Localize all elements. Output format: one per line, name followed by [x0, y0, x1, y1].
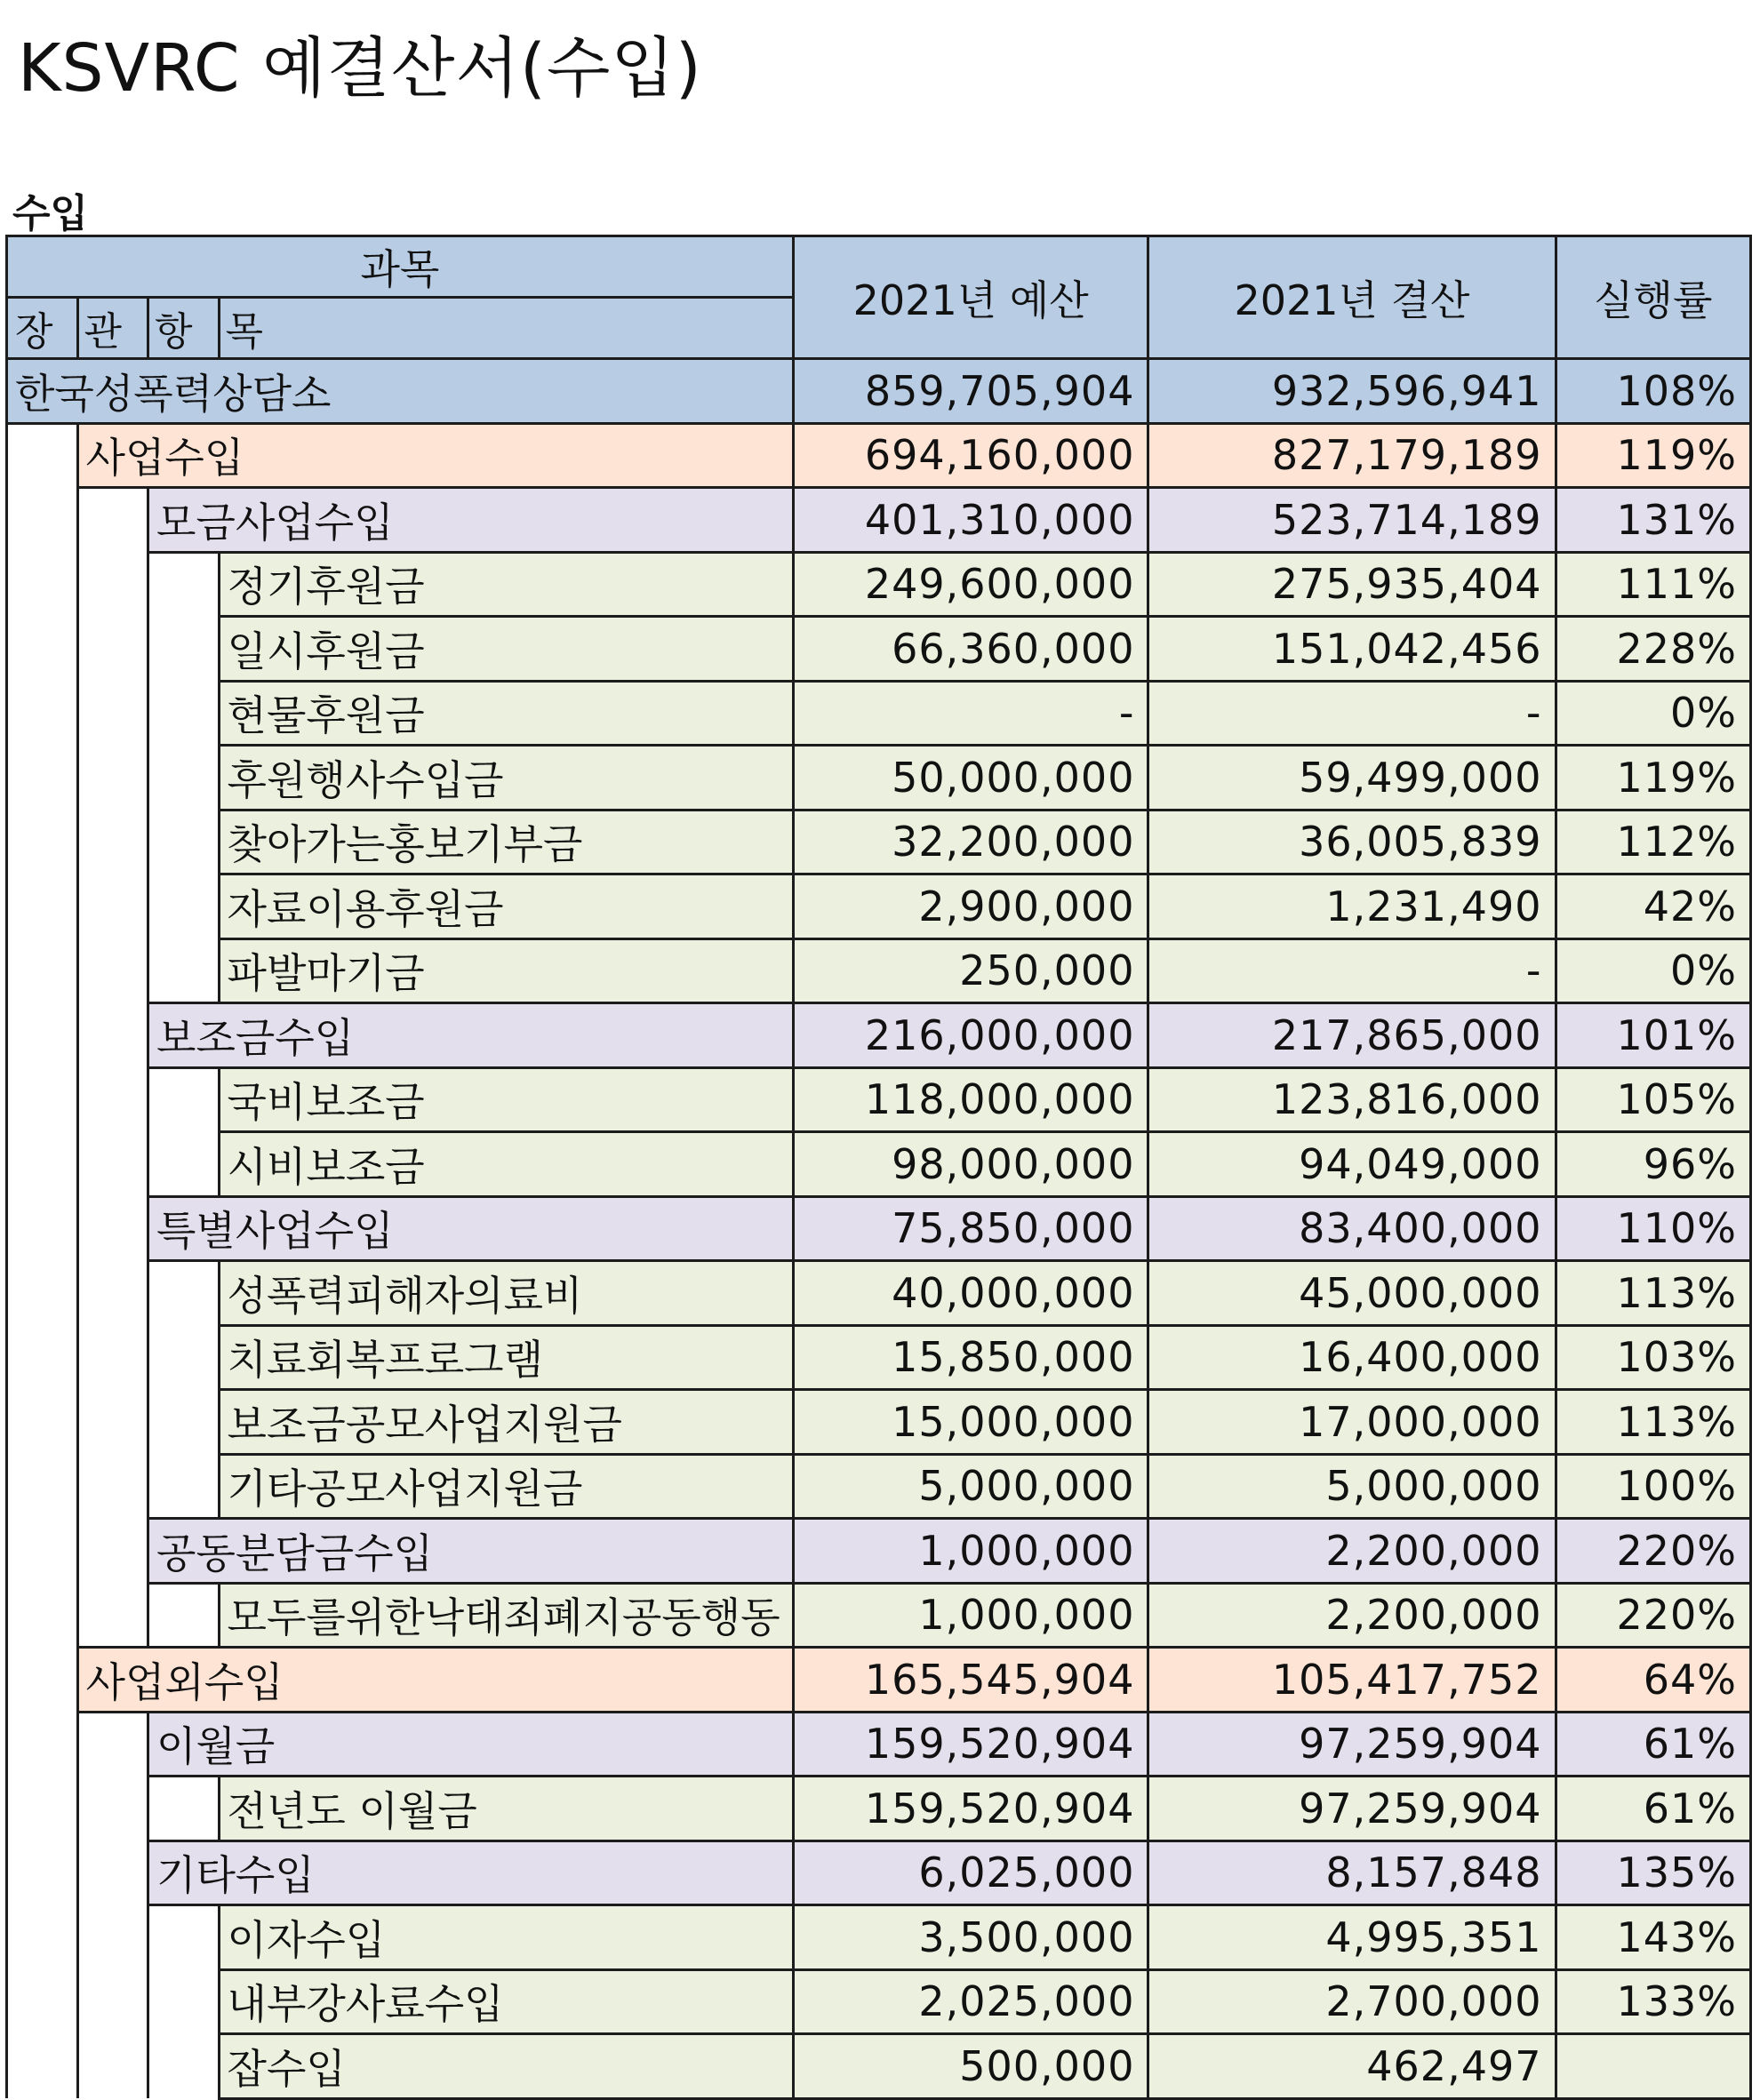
account-name: 찾아가는홍보기부금	[219, 810, 793, 874]
settlement-value: 59,499,000	[1148, 746, 1556, 810]
account-name: 이월금	[148, 1712, 794, 1777]
indent-cell	[7, 488, 78, 553]
rate-value: 42%	[1556, 874, 1751, 939]
indent-cell	[148, 1067, 220, 1132]
indent-cell	[148, 1905, 220, 1970]
indent-cell	[7, 1261, 78, 1326]
account-name: 시비보조금	[219, 1132, 793, 1197]
indent-cell	[148, 1261, 220, 1326]
indent-cell	[148, 1390, 220, 1455]
settlement-value: 97,259,904	[1148, 1712, 1556, 1777]
rate-value: 133%	[1556, 1969, 1751, 2034]
rate-value: 103%	[1556, 1325, 1751, 1390]
table-row	[7, 552, 1751, 617]
budget-value: 40,000,000	[793, 1261, 1148, 1326]
table-row	[7, 681, 1751, 746]
rate-value: 0%	[1556, 938, 1751, 1003]
table-row	[7, 423, 1751, 488]
table-row	[7, 1583, 1751, 1648]
indent-cell	[77, 1777, 148, 1841]
indent-cell	[77, 1454, 148, 1519]
settlement-value: -	[1148, 681, 1556, 746]
indent-cell	[7, 1777, 78, 1841]
indent-cell	[7, 1519, 78, 1584]
account-name: 파발마기금	[219, 938, 793, 1003]
indent-cell	[7, 552, 78, 617]
table-row	[7, 359, 1751, 424]
indent-cell	[7, 1454, 78, 1519]
rate-value: 220%	[1556, 1519, 1751, 1584]
header-code-jang: 장	[7, 298, 78, 359]
table-row	[7, 1969, 1751, 2034]
budget-value: 159,520,904	[793, 1712, 1148, 1777]
settlement-value: 523,714,189	[1148, 488, 1556, 553]
indent-cell	[7, 423, 78, 488]
indent-cell	[148, 2034, 220, 2099]
account-name: 후원행사수입금	[219, 746, 793, 810]
rate-value: 119%	[1556, 746, 1751, 810]
indent-cell	[7, 2034, 78, 2099]
table-row	[7, 1325, 1751, 1390]
rate-value: 100%	[1556, 1454, 1751, 1519]
account-name: 사업외수입	[77, 1648, 793, 1713]
indent-cell	[77, 1583, 148, 1648]
indent-cell	[7, 938, 78, 1003]
indent-cell	[148, 746, 220, 810]
table-row	[7, 1648, 1751, 1713]
rate-value: 105%	[1556, 1067, 1751, 1132]
settlement-value: 2,200,000	[1148, 1583, 1556, 1648]
budget-value: 5,000,000	[793, 1454, 1148, 1519]
table-row	[7, 1132, 1751, 1197]
rate-value: 61%	[1556, 1712, 1751, 1777]
account-name: 특별사업수입	[148, 1196, 794, 1261]
rate-value: 96%	[1556, 1132, 1751, 1197]
indent-cell	[77, 552, 148, 617]
table-row	[7, 1067, 1751, 1132]
account-name: 기타공모사업지원금	[219, 1454, 793, 1519]
rate-value: 113%	[1556, 1261, 1751, 1326]
indent-cell	[77, 1132, 148, 1197]
indent-cell	[148, 1583, 220, 1648]
indent-cell	[148, 810, 220, 874]
indent-cell	[148, 1777, 220, 1841]
header-code-gwan: 관	[77, 298, 148, 359]
indent-cell	[148, 1132, 220, 1197]
table-body	[7, 359, 1751, 2099]
rate-value: 135%	[1556, 1840, 1751, 1905]
rate-value	[1556, 2034, 1751, 2099]
indent-cell	[7, 1969, 78, 2034]
indent-cell	[7, 1132, 78, 1197]
indent-cell	[7, 1003, 78, 1068]
indent-cell	[77, 810, 148, 874]
rate-value: 101%	[1556, 1003, 1751, 1068]
section-label: 수입	[12, 191, 89, 236]
indent-cell	[7, 1648, 78, 1713]
page-title: KSVRC 예결산서(수입)	[18, 30, 702, 107]
budget-value: 75,850,000	[793, 1196, 1148, 1261]
indent-cell	[148, 1969, 220, 2034]
account-name: 잡수입	[219, 2034, 793, 2099]
rate-value: 131%	[1556, 488, 1751, 553]
account-name: 사업수입	[77, 423, 793, 488]
header-rate: 실행률	[1556, 236, 1751, 359]
account-name: 일시후원금	[219, 617, 793, 682]
indent-cell	[7, 681, 78, 746]
settlement-value: 45,000,000	[1148, 1261, 1556, 1326]
settlement-value: 827,179,189	[1148, 423, 1556, 488]
settlement-value: -	[1148, 938, 1556, 1003]
indent-cell	[7, 1905, 78, 1970]
settlement-value: 94,049,000	[1148, 1132, 1556, 1197]
budget-value: 249,600,000	[793, 552, 1148, 617]
table-row	[7, 1454, 1751, 1519]
rate-value: 228%	[1556, 617, 1751, 682]
budget-value: 3,500,000	[793, 1905, 1148, 1970]
budget-value: 859,705,904	[793, 359, 1148, 424]
rate-value: 61%	[1556, 1777, 1751, 1841]
budget-value: 159,520,904	[793, 1777, 1148, 1841]
rate-value: 143%	[1556, 1905, 1751, 1970]
indent-cell	[77, 1261, 148, 1326]
settlement-value: 462,497	[1148, 2034, 1556, 2099]
settlement-value: 151,042,456	[1148, 617, 1556, 682]
header-budget: 2021년 예산	[793, 236, 1148, 359]
indent-cell	[7, 874, 78, 939]
settlement-value: 83,400,000	[1148, 1196, 1556, 1261]
indent-cell	[148, 1325, 220, 1390]
indent-cell	[77, 1003, 148, 1068]
rate-value: 110%	[1556, 1196, 1751, 1261]
rate-value: 108%	[1556, 359, 1751, 424]
budget-value: 1,000,000	[793, 1519, 1148, 1584]
settlement-value: 17,000,000	[1148, 1390, 1556, 1455]
table-row	[7, 1777, 1751, 1841]
table-row	[7, 1390, 1751, 1455]
table-row	[7, 1261, 1751, 1326]
indent-cell	[77, 1196, 148, 1261]
indent-cell	[77, 617, 148, 682]
budget-value: 694,160,000	[793, 423, 1148, 488]
settlement-value: 932,596,941	[1148, 359, 1556, 424]
budget-value: 15,850,000	[793, 1325, 1148, 1390]
indent-cell	[7, 1712, 78, 1777]
budget-value: 15,000,000	[793, 1390, 1148, 1455]
account-name: 공동분담금수입	[148, 1519, 794, 1584]
account-name: 전년도 이월금	[219, 1777, 793, 1841]
budget-value: 6,025,000	[793, 1840, 1148, 1905]
table-row	[7, 2034, 1751, 2099]
table-row	[7, 1196, 1751, 1261]
indent-cell	[77, 1519, 148, 1584]
settlement-value: 105,417,752	[1148, 1648, 1556, 1713]
table-row	[7, 1519, 1751, 1584]
settlement-value: 123,816,000	[1148, 1067, 1556, 1132]
account-name: 한국성폭력상담소	[7, 359, 794, 424]
indent-cell	[7, 1840, 78, 1905]
indent-cell	[148, 1454, 220, 1519]
indent-cell	[7, 1067, 78, 1132]
settlement-value: 1,231,490	[1148, 874, 1556, 939]
budget-value: 66,360,000	[793, 617, 1148, 682]
indent-cell	[7, 1583, 78, 1648]
table-row	[7, 1003, 1751, 1068]
indent-cell	[148, 874, 220, 939]
budget-value: 165,545,904	[793, 1648, 1148, 1713]
rate-value: 119%	[1556, 423, 1751, 488]
settlement-value: 5,000,000	[1148, 1454, 1556, 1519]
indent-cell	[77, 874, 148, 939]
account-name: 모두를위한낙태죄폐지공동행동	[219, 1583, 793, 1648]
indent-cell	[148, 552, 220, 617]
settlement-value: 275,935,404	[1148, 552, 1556, 617]
table-row	[7, 746, 1751, 810]
indent-cell	[77, 1325, 148, 1390]
budget-table	[5, 235, 1752, 2100]
indent-cell	[77, 1390, 148, 1455]
budget-value: 2,900,000	[793, 874, 1148, 939]
table-row	[7, 1905, 1751, 1970]
indent-cell	[7, 1196, 78, 1261]
header-settlement: 2021년 결산	[1148, 236, 1556, 359]
table-row	[7, 938, 1751, 1003]
indent-cell	[77, 1067, 148, 1132]
budget-value: 401,310,000	[793, 488, 1148, 553]
budget-value: 250,000	[793, 938, 1148, 1003]
table-row	[7, 874, 1751, 939]
indent-cell	[77, 681, 148, 746]
table-row	[7, 1712, 1751, 1777]
settlement-value: 16,400,000	[1148, 1325, 1556, 1390]
indent-cell	[77, 1905, 148, 1970]
account-name: 내부강사료수입	[219, 1969, 793, 2034]
budget-value: 50,000,000	[793, 746, 1148, 810]
account-name: 치료회복프로그램	[219, 1325, 793, 1390]
rate-value: 0%	[1556, 681, 1751, 746]
rate-value: 112%	[1556, 810, 1751, 874]
rate-value: 64%	[1556, 1648, 1751, 1713]
budget-value: -	[793, 681, 1148, 746]
account-name: 성폭력피해자의료비	[219, 1261, 793, 1326]
settlement-value: 2,200,000	[1148, 1519, 1556, 1584]
table-row	[7, 810, 1751, 874]
account-name: 국비보조금	[219, 1067, 793, 1132]
rate-value: 220%	[1556, 1583, 1751, 1648]
budget-value: 216,000,000	[793, 1003, 1148, 1068]
settlement-value: 97,259,904	[1148, 1777, 1556, 1841]
settlement-value: 2,700,000	[1148, 1969, 1556, 2034]
indent-cell	[7, 617, 78, 682]
settlement-value: 217,865,000	[1148, 1003, 1556, 1068]
budget-value: 98,000,000	[793, 1132, 1148, 1197]
indent-cell	[148, 681, 220, 746]
rate-value: 113%	[1556, 1390, 1751, 1455]
indent-cell	[7, 1390, 78, 1455]
indent-cell	[77, 938, 148, 1003]
indent-cell	[77, 488, 148, 553]
header-code-hang: 항	[148, 298, 220, 359]
settlement-value: 8,157,848	[1148, 1840, 1556, 1905]
budget-value: 118,000,000	[793, 1067, 1148, 1132]
indent-cell	[77, 1969, 148, 2034]
table-row	[7, 617, 1751, 682]
indent-cell	[77, 1840, 148, 1905]
indent-cell	[77, 2034, 148, 2099]
budget-value: 1,000,000	[793, 1583, 1148, 1648]
indent-cell	[7, 810, 78, 874]
header-code-mok: 목	[219, 298, 793, 359]
account-name: 자료이용후원금	[219, 874, 793, 939]
budget-value: 2,025,000	[793, 1969, 1148, 2034]
account-name: 모금사업수입	[148, 488, 794, 553]
header-subject: 과목	[7, 236, 794, 298]
indent-cell	[7, 746, 78, 810]
account-name: 정기후원금	[219, 552, 793, 617]
table-row	[7, 488, 1751, 553]
account-name: 이자수입	[219, 1905, 793, 1970]
table-row	[7, 1840, 1751, 1905]
rate-value: 111%	[1556, 552, 1751, 617]
budget-value: 500,000	[793, 2034, 1148, 2099]
settlement-value: 36,005,839	[1148, 810, 1556, 874]
indent-cell	[77, 746, 148, 810]
account-name: 보조금수입	[148, 1003, 794, 1068]
indent-cell	[7, 1325, 78, 1390]
indent-cell	[148, 938, 220, 1003]
account-name: 기타수입	[148, 1840, 794, 1905]
account-name: 현물후원금	[219, 681, 793, 746]
indent-cell	[77, 1712, 148, 1777]
budget-value: 32,200,000	[793, 810, 1148, 874]
indent-cell	[148, 617, 220, 682]
settlement-value: 4,995,351	[1148, 1905, 1556, 1970]
account-name: 보조금공모사업지원금	[219, 1390, 793, 1455]
